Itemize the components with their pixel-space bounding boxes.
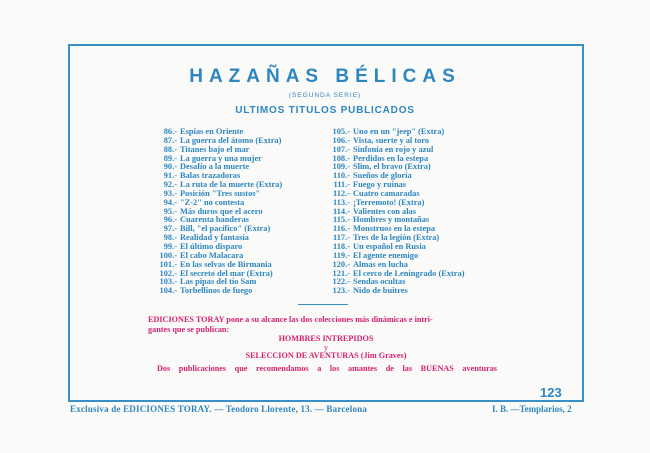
title-name: "Z-2" no contesta [180,197,245,207]
promo-line-1: EDICIONES TORAY pone a su alcance las dos colecciones más dinámicas e intri- [148,315,433,324]
collection-name-1: HOMBRES INTREPIDOS [278,334,374,343]
series-subtitle: (SEGUNDA SERIE) [288,92,362,99]
title-number: 92.- [163,180,177,190]
title-entry [305,287,465,296]
title-name: Sendas ocultas [353,277,406,287]
title-number: 102.- [159,268,177,278]
title-number: 96.- [163,215,177,225]
title-number: 106.- [332,135,350,145]
title-number: 101.- [159,259,177,269]
title-number: 107.- [332,144,350,154]
title-number: 113.- [333,197,350,207]
title-name: Posición "Tres sustos" [180,188,261,198]
title-name: Hombres y montañas [353,215,430,225]
title-name: Realidad y fantasía [180,233,249,243]
titles-list-left [132,128,282,296]
titles-list-right [305,128,465,296]
title-number: 121.- [332,268,350,278]
title-name: Un español en Rusia [353,241,426,251]
title-name: Slim, el bravo (Extra) [353,162,431,172]
title-name: El último disparo [180,241,243,251]
title-name: Perdidos en la estepa [353,153,429,163]
title-number: 97.- [163,224,177,234]
title-name: Valientes con alas [353,206,416,216]
title-number: 112.- [333,188,350,198]
title-number: 103.- [159,277,177,287]
title-name: Cuarenta banderas [180,215,249,225]
title-name: Torbellinos de fuego [180,286,253,296]
title-number: 89.- [163,153,177,163]
title-number: 95.- [163,206,177,216]
title-name: Almas en lucha [353,259,408,269]
title-number: 94.- [163,197,177,207]
title-number: 123.- [332,286,350,296]
title-number: 90.- [163,162,177,172]
title-number: 117.- [333,233,350,243]
title-number: 118.- [333,241,350,251]
title-name: Uno en un "jeep" (Extra) [353,127,445,136]
title-name: Las pipas del tío Sam [180,277,257,287]
title-name: Espías en Oriente [180,127,244,136]
title-name: Titanes bajo el mar [180,144,250,154]
collection-name-2: SELECCION DE AVENTURAS (Jim Graves) [245,351,407,360]
title-number: 105.- [332,127,350,136]
title-name: Balas trazadoras [180,171,241,181]
title-name: Bill, "el pacífico" (Extra) [180,224,271,234]
title-name: La ruta de la muerte (Extra) [180,180,283,190]
title-number: 104.- [159,286,177,296]
title-name: Desafío a la muerte [180,162,250,172]
title-number: 111.- [333,180,350,190]
conjunction: y [323,343,329,352]
title-name: Cuatro camaradas [353,188,420,198]
title-name: Nido de buitres [353,286,408,296]
title-name: La guerra del átomo (Extra) [180,135,282,145]
title-name: El secreto del mar (Extra) [180,268,273,278]
title-name: El cerco de Leningrado (Extra) [353,268,465,278]
title-number: 87.- [163,135,177,145]
title-number: 98.- [163,233,177,243]
title-name: Más duros que el acero [180,206,263,216]
title-number: 108.- [332,153,350,163]
divider-line [298,304,348,305]
issue-number: 123 [540,385,562,400]
title-number: 122.- [332,277,350,287]
title-name: Tres de la legión (Extra) [353,233,440,243]
title-number: 119.- [333,250,350,260]
title-name: Sueños de gloria [353,171,412,181]
title-name: Vista, suerte y al toro [353,135,430,145]
title-name: Fuego y ruinas [353,180,407,190]
promo-line-2: gantes que se publican: [148,325,230,334]
title-number: 109.- [332,162,350,172]
title-number: 99.- [163,241,177,251]
title-number: 100.- [159,250,177,260]
title-name: Monstruos en la estepa [353,224,436,234]
title-entry [132,287,282,296]
section-heading: ULTIMOS TITULOS PUBLICADOS [235,105,415,116]
title-number: 120.- [332,259,350,269]
title-name: En las selvas de Birmania [180,259,272,269]
title-number: 116.- [333,224,350,234]
promo-closing: Dos publicaciones que recomendamos a los amantes de las BUENAS aventuras [157,364,497,373]
title-name: ¡Terremoto! (Extra) [353,197,425,207]
title-number: 110.- [333,171,350,181]
title-number: 91.- [163,171,177,181]
title-name: Sinfonía en rojo y azul [353,144,434,154]
series-title: HAZAÑAS BÉLICAS [189,66,461,87]
printer-footer: I. B. —Templarios, 2 [492,404,572,414]
publisher-footer: Exclusiva de EDICIONES TORAY. — Teodoro Llorente, 13. — Barcelona [70,404,368,414]
title-number: 86.- [163,127,177,136]
title-number: 114.- [333,206,350,216]
title-name: La guerra y una mujer [180,153,262,163]
title-number: 93.- [163,188,177,198]
title-name: El agente enemigo [353,250,419,260]
title-number: 115.- [333,215,350,225]
title-number: 88.- [163,144,177,154]
title-name: El cabo Malacara [180,250,244,260]
